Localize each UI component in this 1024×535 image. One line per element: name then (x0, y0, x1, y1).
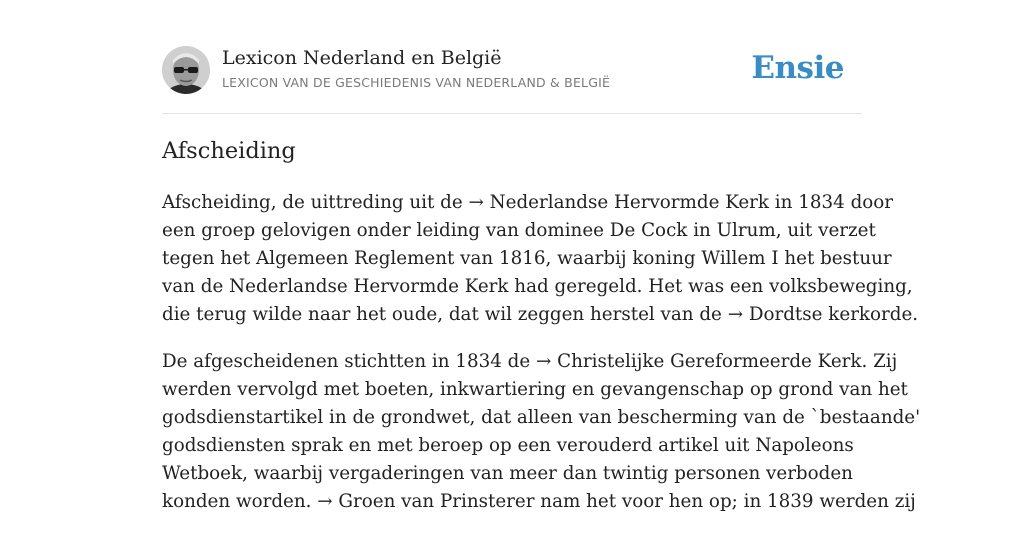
paragraph-text: Afscheiding, de uittreding uit de (162, 192, 469, 213)
article-body (162, 189, 921, 535)
paragraph-line (162, 348, 898, 376)
cross-reference-link[interactable]: → Dordtse kerkorde (727, 304, 913, 325)
cross-reference-link[interactable]: → Nederlandse Hervormde Kerk (468, 192, 769, 213)
header (162, 46, 862, 96)
paragraph-text: konden worden. (162, 491, 318, 512)
paragraph-text: van de Nederlandse Hervormde Kerk had geregeld. Het was een volksbeweging, (162, 276, 913, 297)
paragraph-text: Wetboek, waarbij vergaderingen van meer dan twintig personen verboden (162, 463, 853, 484)
paragraph-text: die terug wilde naar het oude, dat wil zeggen herstel van de (162, 304, 728, 325)
article-paragraph (162, 189, 919, 329)
paragraph-line (162, 245, 892, 273)
page-title: Afscheiding (162, 138, 296, 164)
brand-logo[interactable]: Ensie (751, 50, 844, 86)
paragraph-line (162, 376, 908, 404)
paragraph-line (162, 217, 876, 245)
paragraph-text: een groep gelovigen onder leiding van dominee De Cock in Ulrum, uit verzet (162, 220, 876, 241)
author-subtitle: LEXICON VAN DE GESCHIEDENIS VAN NEDERLAND & BELGIË (222, 75, 611, 90)
paragraph-text: nam het voor hen op; in 1839 werden zij (534, 491, 916, 512)
author-name[interactable]: Lexicon Nederland en België (222, 47, 502, 69)
header-divider (162, 113, 862, 114)
article-paragraph (162, 348, 921, 516)
paragraph-text: . Zij (861, 351, 898, 372)
paragraph-line (162, 460, 862, 488)
paragraph-line (162, 301, 919, 329)
paragraph-text: godsdienstartikel in de grondwet, dat alleen van bescherming van de `bestaande' (162, 407, 921, 428)
cross-reference-link[interactable]: → Groen van Prinsterer (317, 491, 535, 512)
person-photo-icon (162, 46, 210, 94)
paragraph-line (162, 189, 894, 217)
paragraph-text: . (912, 304, 919, 325)
paragraph-text: in 1834 door (769, 192, 894, 213)
paragraph-text: De afgescheidenen stichtten in 1834 de (162, 351, 537, 372)
cross-reference-link[interactable]: → Christelijke Gereformeerde Kerk (536, 351, 862, 372)
paragraph-text: tegen het Algemeen Reglement van 1816, waarbij koning Willem I het bestuur (162, 248, 892, 269)
paragraph-line (162, 432, 862, 460)
paragraph-line (162, 404, 921, 432)
paragraph-line (162, 273, 913, 301)
avatar[interactable] (162, 46, 210, 94)
paragraph-text: godsdiensten sprak en met beroep op een verouderd artikel uit Napoleons (162, 435, 854, 456)
paragraph-text: werden vervolgd met boeten, inkwartiering en gevangenschap op grond van het (162, 379, 908, 400)
